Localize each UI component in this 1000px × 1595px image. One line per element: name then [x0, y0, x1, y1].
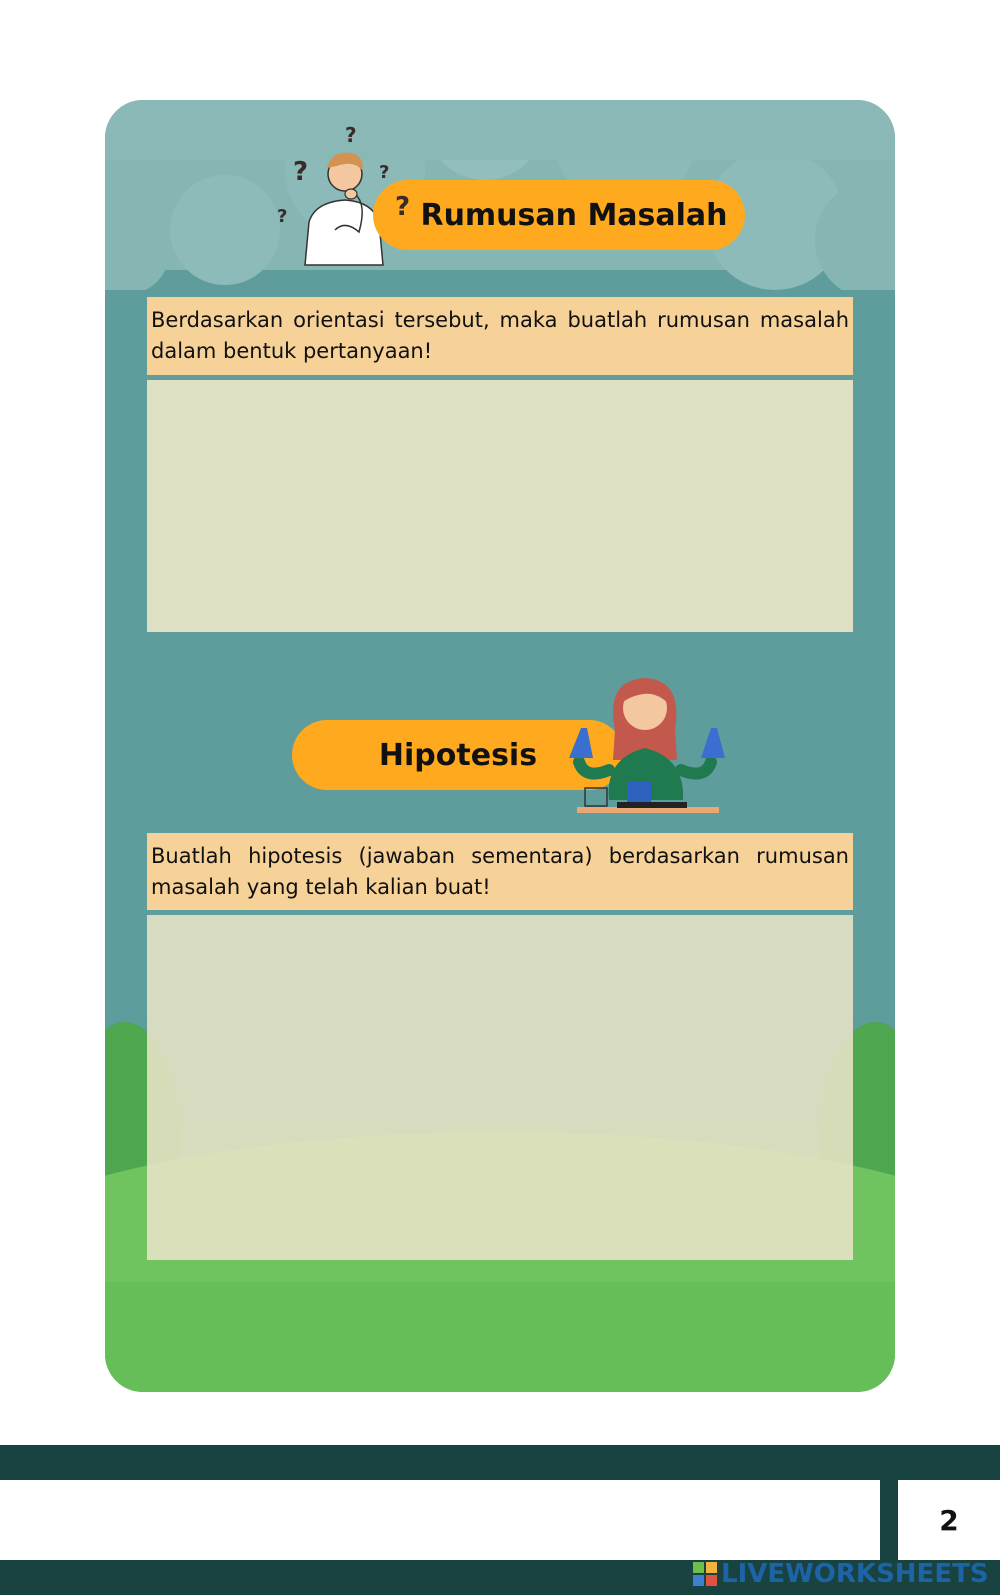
worksheet-card: [105, 100, 895, 1392]
liveworksheets-brand-label: LIVEWORKSHEETS: [721, 1559, 989, 1589]
rumusan-masalah-prompt: Berdasarkan orientasi tersebut, maka buatlah rumusan masalah dalam bentuk pertanyaan!: [147, 297, 853, 375]
footer-band-top: [0, 1445, 1000, 1480]
liveworksheets-logo-icon: [693, 1562, 717, 1586]
page-number: 2: [898, 1480, 1000, 1560]
svg-text:?: ?: [345, 123, 357, 147]
hipotesis-title: Hipotesis: [292, 720, 624, 790]
hipotesis-prompt: Buatlah hipotesis (jawaban sementara) berdasarkan rumusan masalah yang telah kalian buat!: [147, 833, 853, 910]
svg-text:?: ?: [379, 162, 390, 183]
question-mark-icon: ?: [395, 192, 411, 222]
hipotesis-answer-field[interactable]: [147, 915, 853, 1260]
rumusan-masalah-title: [373, 180, 745, 250]
footer-divider: [880, 1480, 898, 1560]
liveworksheets-brand[interactable]: [693, 1560, 989, 1588]
svg-text:?: ?: [277, 206, 288, 227]
rumusan-masalah-answer-field[interactable]: [147, 380, 853, 632]
footer-blank-area: [0, 1480, 880, 1560]
scientist-girl-illustration: [565, 670, 730, 822]
section-title-label: Rumusan Masalah: [420, 197, 728, 233]
svg-text:?: ?: [293, 157, 309, 187]
